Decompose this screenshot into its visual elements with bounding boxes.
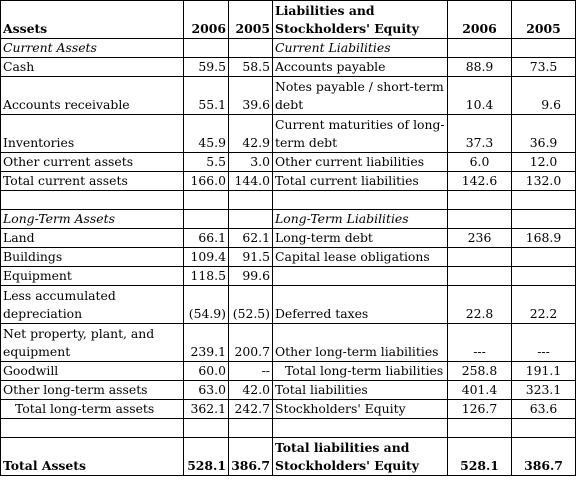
total-liabilities-and-equity-2006: 528.1 (448, 438, 512, 476)
total-current-assets-2005: 144.0 (229, 172, 273, 191)
asset-value-2005: -- (229, 362, 273, 381)
row-value-2006 (184, 39, 229, 58)
spacer-row (1, 419, 576, 438)
liability-label: Other long-term liabilities (273, 324, 448, 362)
asset-value-2006: 63.0 (184, 381, 229, 400)
total-long-term-assets-label: Total long-term assets (1, 400, 184, 419)
total-liabilities-label: Total liabilities (273, 381, 448, 400)
total-current-assets-label: Total current assets (1, 172, 184, 191)
total-liabilities-2006: 401.4 (448, 381, 512, 400)
header-row (1, 1, 576, 39)
stockholders-equity-label: Stockholders' Equity (273, 400, 448, 419)
asset-value-2006: 45.9 (184, 115, 229, 153)
asset-label: Other long-term assets (1, 381, 184, 400)
liability-value-2005: 73.5 (512, 58, 576, 77)
asset-value-2005: 39.6 (229, 77, 273, 115)
assets-header: Assets (1, 1, 184, 39)
asset-value-2005: 62.1 (229, 229, 273, 248)
row-value-2005 (229, 39, 273, 58)
asset-value-2005: 58.5 (229, 58, 273, 77)
asset-value-2006: 239.1 (184, 324, 229, 362)
table-row (1, 286, 576, 324)
liability-value-2005: --- (512, 324, 576, 362)
liability-value-2006: 236 (448, 229, 512, 248)
table-row (1, 115, 576, 153)
total-current-assets-2006: 166.0 (184, 172, 229, 191)
table-row (1, 210, 576, 229)
total-long-term-liabilities-label: Total long-term liabilities (273, 362, 448, 381)
asset-value-2006: 66.1 (184, 229, 229, 248)
liability-label: Notes payable / short-term debt (273, 77, 448, 115)
liability-label: Deferred taxes (273, 286, 448, 324)
asset-value-2006: 55.1 (184, 77, 229, 115)
assets-year-2006-header: 2006 (184, 1, 229, 39)
asset-value-2006: 109.4 (184, 248, 229, 267)
asset-value-2006: (54.9) (184, 286, 229, 324)
total-liabilities-and-equity-2005: 386.7 (512, 438, 576, 476)
asset-value-2006: 5.5 (184, 153, 229, 172)
table-row (1, 400, 576, 419)
table-row (1, 229, 576, 248)
liability-value-2005 (512, 248, 576, 267)
liability-value-2006: 88.9 (448, 58, 512, 77)
stockholders-equity-2006: 126.7 (448, 400, 512, 419)
asset-label: Equipment (1, 267, 184, 286)
liabilities-year-2006-header: 2006 (448, 1, 512, 39)
asset-value-2005: 42.0 (229, 381, 273, 400)
asset-label: Buildings (1, 248, 184, 267)
table-row (1, 248, 576, 267)
total-row (1, 438, 576, 476)
table-row (1, 39, 576, 58)
current-assets-section-label: Current Assets (1, 39, 184, 58)
asset-value-2005: (52.5) (229, 286, 273, 324)
liability-label: Other current liabilities (273, 153, 448, 172)
asset-value-2005: 3.0 (229, 153, 273, 172)
liability-value-2006: --- (448, 324, 512, 362)
long-term-liabilities-section-label: Long-Term Liabilities (273, 210, 448, 229)
asset-value-2006: 118.5 (184, 267, 229, 286)
asset-label: Inventories (1, 115, 184, 153)
row-value-2006 (448, 39, 512, 58)
asset-label: Land (1, 229, 184, 248)
table-row (1, 324, 576, 362)
asset-value-2005: 91.5 (229, 248, 273, 267)
liability-value-2005: 22.2 (512, 286, 576, 324)
total-long-term-liabilities-2005: 191.1 (512, 362, 576, 381)
assets-year-2005-header: 2005 (229, 1, 273, 39)
asset-label: Net property, plant, and equipment (1, 324, 184, 362)
spacer-row (1, 191, 576, 210)
total-assets-2005: 386.7 (229, 438, 273, 476)
asset-value-2005: 99.6 (229, 267, 273, 286)
table-row (1, 381, 576, 400)
row-value-2005 (512, 39, 576, 58)
total-liabilities-2005: 323.1 (512, 381, 576, 400)
asset-value-2006: 59.5 (184, 58, 229, 77)
asset-label: Cash (1, 58, 184, 77)
asset-label: Less accumulated depreciation (1, 286, 184, 324)
liability-value-2006: 37.3 (448, 115, 512, 153)
asset-value-2005: 42.9 (229, 115, 273, 153)
asset-label: Other current assets (1, 153, 184, 172)
liability-value-2005: 9.6 (512, 77, 576, 115)
asset-value-2005: 200.7 (229, 324, 273, 362)
liability-value-2005: 12.0 (512, 153, 576, 172)
total-assets-label: Total Assets (1, 438, 184, 476)
table-row (1, 267, 576, 286)
total-current-liabilities-2005: 132.0 (512, 172, 576, 191)
liability-value-2006: 22.8 (448, 286, 512, 324)
table-row (1, 77, 576, 115)
liability-value-2006: 6.0 (448, 153, 512, 172)
asset-label: Accounts receivable (1, 77, 184, 115)
total-current-liabilities-2006: 142.6 (448, 172, 512, 191)
liability-label: Current maturities of long-term debt (273, 115, 448, 153)
total-long-term-liabilities-2006: 258.8 (448, 362, 512, 381)
table-row (1, 172, 576, 191)
total-long-term-assets-2006: 362.1 (184, 400, 229, 419)
table-row (1, 362, 576, 381)
total-current-liabilities-label: Total current liabilities (273, 172, 448, 191)
liability-label: Long-term debt (273, 229, 448, 248)
liability-value-2005: 168.9 (512, 229, 576, 248)
total-liabilities-and-equity-label: Total liabilities and Stockholders' Equity (273, 438, 448, 476)
liability-value-2006 (448, 248, 512, 267)
long-term-assets-section-label: Long-Term Assets (1, 210, 184, 229)
liability-value-2005: 36.9 (512, 115, 576, 153)
liabilities-year-2005-header: 2005 (512, 1, 576, 39)
liability-label: Capital lease obligations (273, 248, 448, 267)
liability-value-2006: 10.4 (448, 77, 512, 115)
total-long-term-assets-2005: 242.7 (229, 400, 273, 419)
liability-label: Accounts payable (273, 58, 448, 77)
stockholders-equity-2005: 63.6 (512, 400, 576, 419)
current-liabilities-section-label: Current Liabilities (273, 39, 448, 58)
table-row (1, 153, 576, 172)
table-row (1, 58, 576, 77)
total-assets-2006: 528.1 (184, 438, 229, 476)
liabilities-header: Liabilities and Stockholders' Equity (273, 1, 448, 39)
asset-label: Goodwill (1, 362, 184, 381)
asset-value-2006: 60.0 (184, 362, 229, 381)
